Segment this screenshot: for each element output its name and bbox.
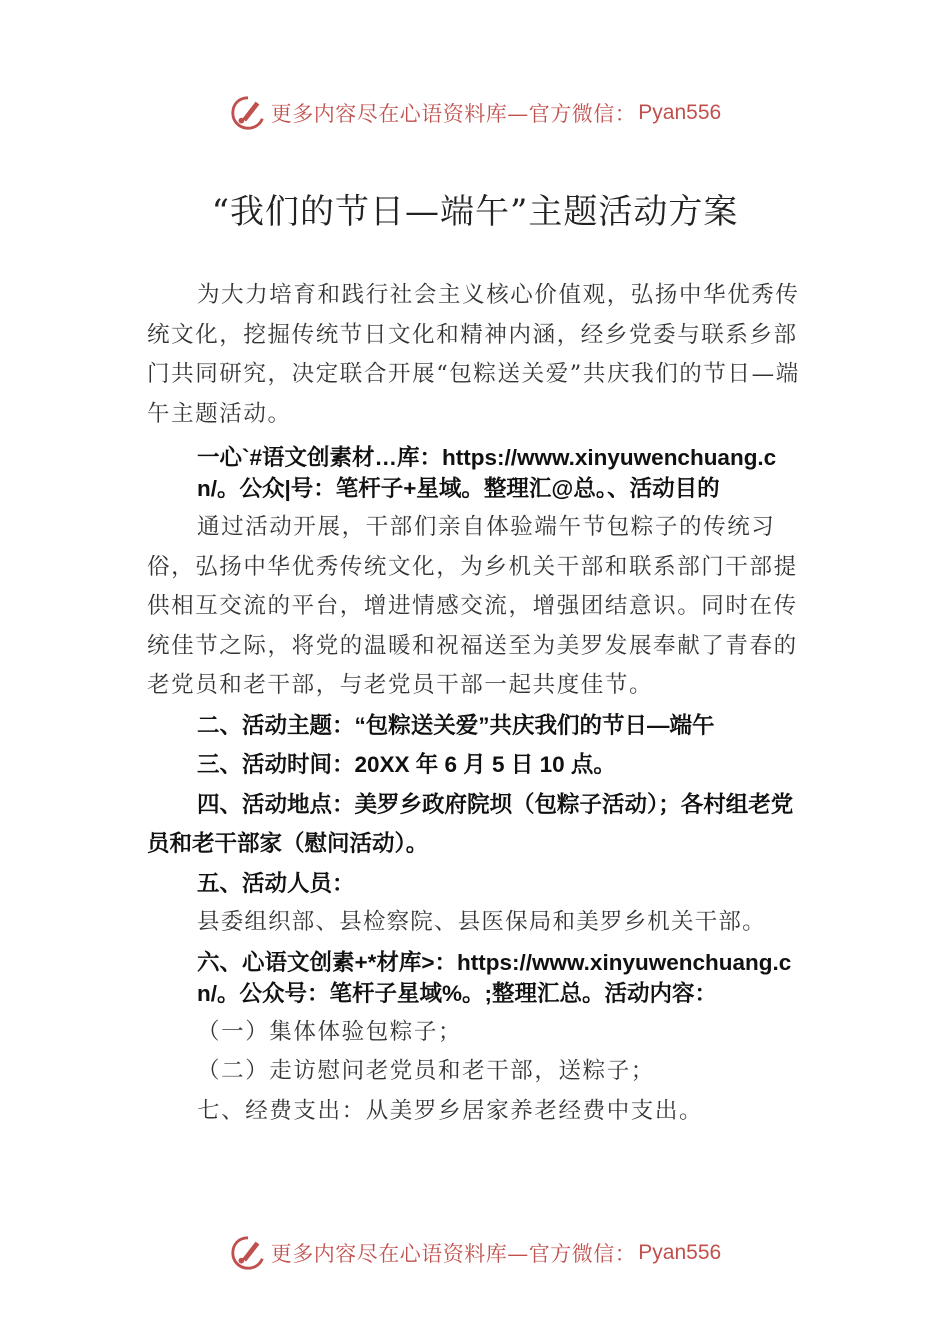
watermark-text: 更多内容尽在心语资料库—官方微信： <box>270 102 637 126</box>
watermark-wechat-id: Pyan556 <box>638 101 722 124</box>
watermark-wechat-id: Pyan556 <box>638 1241 722 1264</box>
section4-location: 四、活动地点：美罗乡政府院坝（包粽子活动）；各村组老党员和老干部家（慰问活动）。 <box>147 791 794 856</box>
document-title: “我们的节日—端午”主题活动方案 <box>211 192 739 232</box>
section5-body: 县委组织部、县检察院、县医保局和美罗乡机关干部。 <box>197 909 766 935</box>
section6-heading: 六、心语文创素+*材库>：https://www.xinyuwenchuang.cn/。公众号：笔杆子星域%。;整理汇总。活动内容： <box>197 949 792 1006</box>
section6-item-2: （二）走访慰问老党员和老干部，送粽子； <box>197 1058 655 1084</box>
pen-logo-icon <box>229 1234 267 1272</box>
section1-heading: 一心`#语文创素材…库：https://www.xinyuwenchuang.cn/。公众|号：笔杆子+星域。整理汇@总。、活动目的 <box>197 445 777 501</box>
section6-item-1: （一）集体体验包粽子； <box>197 1018 463 1045</box>
section5-heading: 五、活动人员： <box>197 870 355 896</box>
section7-funding: 七、经费支出：从美罗乡居家养老经费中支出。 <box>197 1097 704 1124</box>
watermark-text: 更多内容尽在心语资料库—官方微信： <box>270 1242 637 1266</box>
section3-time: 三、活动时间：20XX 年 6 月 5 日 10 点。 <box>197 752 616 777</box>
watermark-banner-bottom <box>0 1233 950 1273</box>
intro-paragraph: 为大力培育和践行社会主义核心价值观，弘扬中华优秀传统文化，挖掘传统节日文化和精神内涵，经乡党委与联系乡部门共同研究，决定联合开展“包粽送关爱”共庆我们的节日—端午主题活动。 <box>147 282 800 427</box>
section1-body: 通过活动开展，干部们亲自体验端午节包粽子的传统习俗，弘扬中华优秀传统文化，为乡机关干部和联系部门干部提供相互交流的平台，增进情感交流，增强团结意识。同时在传统佳节之际，将党的温暖和祝福送至为美罗发展奉献了青春的老党员和老干部，与老党员干部一起共度佳节。 <box>147 514 798 698</box>
section2-theme: 二、活动主题：“包粽送关爱”共庆我们的节日—端午 <box>197 712 715 738</box>
document-body <box>147 276 812 1131</box>
pen-logo-icon <box>229 94 267 132</box>
watermark-banner-top <box>0 93 950 133</box>
